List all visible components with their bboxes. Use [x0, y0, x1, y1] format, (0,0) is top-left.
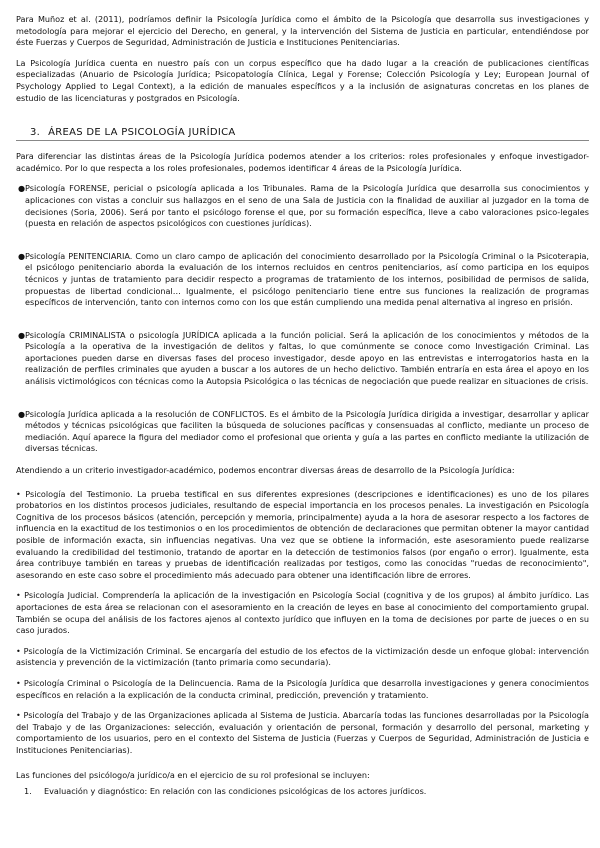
- roles-list: [16, 183, 589, 455]
- area-criminal: • Psicología Criminal o Psicología de la Delincuencia. Rama de la Psicología Jurídica que desarrolla investigaciones y genera conocimientos específicos en relación a la explicación de la conducta criminal, predicción, prevención y tratamiento.: [16, 677, 589, 700]
- list-item-number: 1.: [24, 786, 32, 797]
- list-item-text: Evaluación y diagnóstico: En relación con las condiciones psicológicas de los actores jurídicos.: [44, 786, 427, 797]
- list-item: [16, 786, 589, 798]
- section-title: ÁREAS DE LA PSICOLOGÍA JURÍDICA: [48, 127, 236, 139]
- list-item-text: Psicología Jurídica aplicada a la resolución de CONFLICTOS. Es el ámbito de la Psicología Jurídica dirigida a investigar, desarrollar y aplicar métodos y técnicas psicológicas que faciliten la búsqueda de soluciones pacíficas y consensuadas al conflicto, mediante un proceso de mediación. Aquí aparece la figura del mediador como el profesional que orienta y guía a las partes en conflicto mediante la utilización de diversas técnicas.: [25, 408, 589, 454]
- bullet-icon: ●: [18, 250, 26, 261]
- roles-intro-paragraph: Para diferenciar las distintas áreas de la Psicología Jurídica podemos atender a los criterios: roles profesionales y enfoque investigador-académico. Por lo que respecta a los roles profesionales, podemos identificar 4 áreas de la Psicología Jurídica.: [16, 151, 589, 173]
- area-judicial: • Psicología Judicial. Comprendería la aplicación de la investigación en Psicología Social (cognitiva y de los grupos) al ámbito jurídico. Las aportaciones de esta área se relacionan con el asesoramiento en la creación de leyes en base al conocimiento del comportamiento grupal. También se ocupa del análisis de los factores ajenos al contexto jurídico que influyen en la toma de decisiones por parte de jueces o en su caso jurados.: [16, 590, 589, 636]
- area-victimizacion: • Psicología de la Victimización Criminal. Se encargaría del estudio de los efectos de la victimización desde un enfoque global: intervención asistencia y prevención de la victimización (tanto primaria como secundaria).: [16, 645, 589, 668]
- list-item-text: Psicología PENITENCIARIA. Como un claro campo de aplicación del conocimiento desarrollado por la Psicología Criminal o la Psicoterapia, el psicólogo penitenciario aborda la evaluación de los internos recluidos en centros penitenciarios, así como participa en los equipos técnicos y juntas de tratamiento para decidir respecto a programas de tratamiento de los internos, posibilidad de permisos de salida, propuestas de libertad condicional… Igualmente, el psicólogo penitenciario tiene entre sus funciones la realización de programas específicos de intervención, tanto con internos como con los que están cumpliendo una medida penal alternativa al ingreso en prisión.: [25, 250, 589, 308]
- academic-intro-paragraph: Atendiendo a un criterio investigador-académico, podemos encontrar diversas áreas de desarrollo de la Psicología Jurídica:: [16, 465, 515, 476]
- list-item-text: Psicología CRIMINALISTA o psicología JURÍDICA aplicada a la función policial. Será la aplicación de los conocimientos y métodos de la Psicología a la operativa de la investigación de delitos y faltas, lo que comúnmente se conoce como Investigación Criminal. Las aportaciones pueden darse en diversas fases del proceso investigador, desde apoyo en las entrevistas e interrogatorios hasta en la realización de perfiles criminales que ayuden a buscar a los autores de un hecho delictivo. También entraría en esta área el apoyo en los análisis victimológicos con técnicas como la Autopsia Psicológica o las técnicas de negociación que puede realizar en situaciones de crisis.: [25, 329, 589, 387]
- list-item-forense: [16, 183, 589, 229]
- list-item-criminalista: [16, 330, 589, 388]
- functions-list: [16, 786, 589, 798]
- bullet-icon: ●: [18, 183, 26, 194]
- list-item-text: Psicología FORENSE, pericial o psicología aplicada a los Tribunales. Rama de la Psicología Jurídica que desarrolla sus conocimientos y aplicaciones con vistas a concluir sus hallazgos en el seno de una Sala de Justicia con la finalidad de auxiliar al juzgador en la toma de decisiones (Soria, 2006). Será por tanto el psicólogo forense el que, por su formación específica, lleve a cabo valoraciones psico-legales (puesta en relación de aspectos psicológicos con cuestiones jurídicas).: [25, 183, 589, 229]
- section-number: 3.: [30, 127, 41, 139]
- intro-paragraph-1: Para Muñoz et al. (2011), podríamos definir la Psicología Jurídica como el ámbito de la Psicología que desarrolla sus investigaciones y metodología para mejorar el ejercicio del Derecho, en general, y la intervención del Sistema de Justicia en particular, entendiéndose por éste Fuerzas y Cuerpos de Seguridad, Administración de Justicia e Instituciones Penitenciarias.: [16, 14, 589, 48]
- list-item-penitenciaria: [16, 251, 589, 309]
- section-heading: [16, 126, 589, 141]
- bullet-icon: ●: [18, 329, 26, 340]
- area-trabajo-organizaciones: • Psicología del Trabajo y de las Organizaciones aplicada al Sistema de Justicia. Abarcaría todas las funciones desarrolladas por la Psicología del Trabajo y de las Organizaciones: selección, evaluación y orientación de personal, formación y desarrollo del personal, marketing y comportamiento de los usuarios, pero en el contexto del Sistema de Justicia (Fuerzas y Cuerpos de Seguridad, Administración de Justicia e Instituciones Penitenciarias).: [16, 710, 589, 755]
- bullet-icon: ●: [18, 408, 26, 419]
- area-testimonio: • Psicología del Testimonio. La prueba testifical en sus diferentes expresiones (descripciones e identificaciones) es uno de los pilares probatorios en los distintos procesos judiciales, resultando de especial importancia en los procesos penales. La investigación en Psicología Cognitiva de los procesos básicos (atención, percepción y memoria, principalmente) ayuda a la hora de asesorar respecto a los factores de influencia en la exactitud de los testimonios o en los procedimientos de obtención de declaraciones que permitan obtener la mayor cantidad posible de información exacta, sin influencias negativas. Una vez que se obtiene la información, este asesoramiento puede realizarse evaluando la credibilidad del testimonio, tratando de aportar en la detección de testimonios falsos (por engaño o error). Igualmente, esta área contribuye también en tareas y pruebas de identificación realizadas por testigos, como las conocidas "ruedas de reconocimiento", asesorando en este caso sobre el procedimiento más adecuado para obtener una identificación libre de errores.: [16, 488, 589, 580]
- intro-paragraph-2: La Psicología Jurídica cuenta en nuestro país con un corpus específico que ha dado lugar a la creación de publicaciones científicas especializadas (Anuario de Psicología Jurídica; Psicopatología Clínica, Legal y Forense; Colección Psicología y Ley; European Journal of Psychology Applied to Legal Context), a la edición de manuales específicos y a la inclusión de asignaturas concretas en los planes de estudio de las licenciaturas y postgrados en Psicología.: [16, 57, 589, 103]
- list-item-conflictos: [16, 409, 589, 455]
- functions-intro-paragraph: Las funciones del psicólogo/a jurídico/a en el ejercicio de su rol profesional se incluyen:: [16, 769, 370, 780]
